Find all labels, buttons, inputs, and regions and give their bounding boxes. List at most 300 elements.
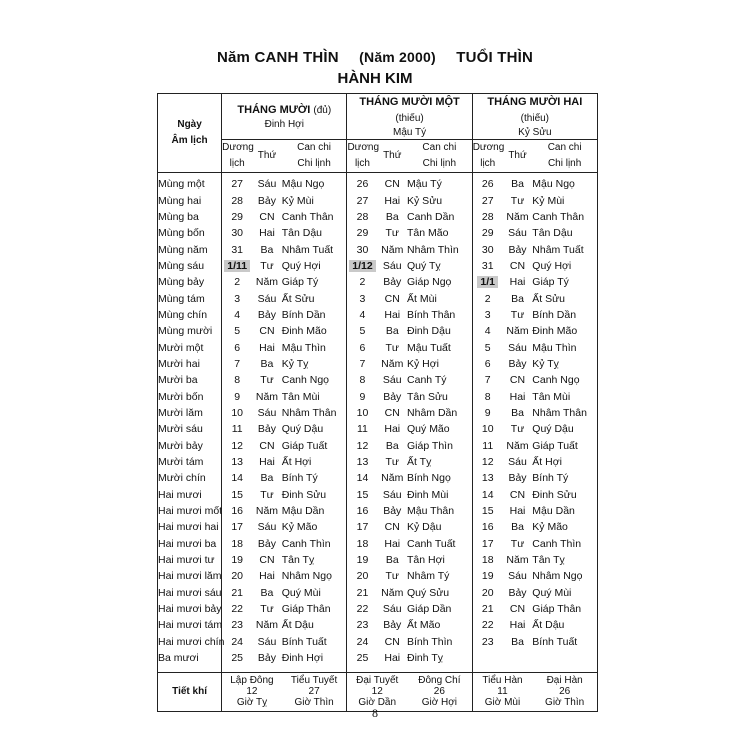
weekday-cell: CN bbox=[509, 374, 526, 387]
lunar-day-label: Hai mươi mốt bbox=[158, 503, 222, 519]
solar-date: 27 bbox=[481, 194, 494, 207]
can-chi-cell: Mậu Tý bbox=[407, 173, 472, 193]
can-chi-cell: Ất Mùi bbox=[407, 290, 472, 306]
solar-date-cell bbox=[222, 438, 253, 454]
solar-date: 30 bbox=[481, 243, 494, 256]
solar-date-cell bbox=[472, 290, 503, 306]
solar-date: 19 bbox=[231, 554, 244, 567]
table-row bbox=[158, 487, 598, 503]
can-chi-cell: Mậu Tuất bbox=[407, 339, 472, 355]
weekday-cell: Bảy bbox=[257, 194, 277, 207]
solar-date-cell bbox=[347, 388, 378, 404]
tiet-khi-name: Đông Chí bbox=[418, 675, 461, 687]
solar-date: 19 bbox=[356, 554, 369, 567]
month-header-11 bbox=[347, 94, 472, 140]
solar-date-cell bbox=[222, 519, 253, 535]
weekday-cell: Hai bbox=[384, 423, 401, 436]
weekday-cell: Sáu bbox=[508, 341, 527, 354]
page-title bbox=[0, 49, 750, 66]
can-chi-cell: Ất Hợi bbox=[532, 454, 597, 470]
weekday-cell: Bảy bbox=[383, 390, 402, 403]
weekday-cell: Bảy bbox=[383, 276, 402, 289]
can-chi-cell: Quý Mùi bbox=[282, 585, 347, 601]
month-header-row bbox=[158, 94, 598, 140]
weekday-cell: Bảy bbox=[508, 243, 527, 256]
solar-date-cell bbox=[347, 438, 378, 454]
solar-date: 12 bbox=[481, 456, 494, 469]
weekday-cell: Bảy bbox=[383, 505, 402, 518]
solar-date-cell bbox=[472, 487, 503, 503]
table-row bbox=[158, 503, 598, 519]
month-note: (thiếu) bbox=[520, 113, 550, 124]
weekday-cell: Ba bbox=[511, 292, 524, 305]
weekday-cell: Sáu bbox=[382, 259, 402, 272]
can-chi-cell: Nhâm Ngọ bbox=[532, 568, 597, 584]
weekday-cell: Năm bbox=[506, 325, 529, 338]
tiet-khi-day: 26 bbox=[559, 686, 571, 698]
solar-date: 20 bbox=[356, 570, 369, 583]
table-row bbox=[158, 290, 598, 306]
table-row bbox=[158, 585, 598, 601]
lunar-day-label: Hai mươi chín bbox=[158, 634, 222, 650]
table-row bbox=[158, 241, 598, 257]
solar-date-cell bbox=[222, 470, 253, 486]
can-chi-cell: Canh Thân bbox=[532, 209, 597, 225]
solar-date-cell bbox=[222, 617, 253, 633]
lunar-day-label: Hai mươi bảy bbox=[158, 601, 222, 617]
table-row bbox=[158, 307, 598, 323]
weekday-cell: Ba bbox=[260, 243, 274, 256]
solar-date: 7 bbox=[234, 357, 241, 370]
solar-date-cell bbox=[222, 258, 253, 274]
tiet-khi-day: 12 bbox=[246, 686, 258, 698]
tiet-khi-day: 26 bbox=[433, 686, 445, 698]
table-row bbox=[158, 356, 598, 372]
solar-date-cell bbox=[472, 470, 503, 486]
solar-date: 28 bbox=[481, 210, 494, 223]
solar-date-cell bbox=[222, 634, 253, 650]
solar-date-cell bbox=[347, 617, 378, 633]
weekday-cell: Ba bbox=[385, 210, 399, 223]
weekday-cell: CN bbox=[509, 603, 526, 616]
weekday-cell: Hai bbox=[384, 652, 401, 665]
can-chi-cell: Đinh Mão bbox=[532, 323, 597, 339]
solar-date-cell bbox=[222, 209, 253, 225]
weekday-cell: Hai bbox=[384, 537, 401, 550]
solar-date-cell bbox=[222, 487, 253, 503]
title-year-number: (Năm 2000) bbox=[359, 49, 436, 65]
duong-lich-header-line2: lịch bbox=[480, 158, 496, 169]
solar-date: 2 bbox=[234, 276, 241, 289]
weekday-cell: Tư bbox=[260, 374, 274, 387]
solar-date: 20 bbox=[481, 586, 494, 599]
solar-date-cell bbox=[347, 225, 378, 241]
tiet-khi-day: 12 bbox=[371, 686, 383, 698]
solar-date-cell bbox=[472, 241, 503, 257]
can-chi-cell: Quý Dậu bbox=[282, 421, 347, 437]
solar-date: 15 bbox=[231, 488, 244, 501]
page-subtitle: HÀNH KIM bbox=[337, 70, 413, 87]
lunar-day-label: Mười bốn bbox=[158, 388, 222, 404]
can-chi-cell: Nhâm Tý bbox=[407, 568, 472, 584]
can-chi-header-line1: Can chi bbox=[297, 142, 332, 153]
tiet-khi-hour: Giờ Thìn bbox=[294, 697, 334, 709]
weekday-cell: CN bbox=[259, 439, 275, 452]
lunar-day-label: Mười chín bbox=[158, 470, 222, 486]
solar-date: 8 bbox=[234, 374, 241, 387]
solar-date: 20 bbox=[231, 570, 244, 583]
can-chi-cell: Mậu Dần bbox=[532, 503, 597, 519]
title-zodiac: TUỔI THÌN bbox=[456, 49, 534, 66]
can-chi-cell: Bính Dần bbox=[532, 307, 597, 323]
solar-date: 14 bbox=[481, 488, 494, 501]
solar-date: 16 bbox=[481, 521, 494, 534]
solar-date-cell bbox=[472, 274, 503, 290]
lunar-day-label: Mùng chín bbox=[158, 307, 222, 323]
weekday-cell: Năm bbox=[381, 357, 404, 370]
can-chi-cell: Kỷ Tỵ bbox=[282, 356, 347, 372]
can-chi-cell: Ất Hợi bbox=[282, 454, 347, 470]
table-row bbox=[158, 552, 598, 568]
lunar-day-header-line2: Âm lịch bbox=[171, 135, 208, 146]
can-chi-cell: Kỷ Mùi bbox=[282, 192, 347, 208]
solar-date-cell bbox=[222, 290, 253, 306]
weekday-cell: Bảy bbox=[257, 308, 277, 321]
can-chi-header-line2: Chi lịnh bbox=[297, 158, 331, 169]
weekday-cell: Tư bbox=[510, 537, 525, 550]
solar-date: 30 bbox=[356, 243, 369, 256]
solar-date: 23 bbox=[356, 619, 369, 632]
solar-date: 26 bbox=[356, 178, 369, 191]
lunar-day-label: Ba mươi bbox=[158, 650, 222, 673]
can-chi-cell: Giáp Tuất bbox=[282, 438, 347, 454]
table-row bbox=[158, 454, 598, 470]
solar-date-cell bbox=[472, 405, 503, 421]
solar-date: 28 bbox=[231, 194, 244, 207]
can-chi-cell: Đinh Sửu bbox=[532, 487, 597, 503]
month-header-10 bbox=[222, 94, 347, 140]
can-chi-cell: Tân Tỵ bbox=[532, 552, 597, 568]
can-chi-cell: Tân Dậu bbox=[282, 225, 347, 241]
can-chi-cell: Kỷ Mão bbox=[282, 519, 347, 535]
weekday-cell: CN bbox=[384, 635, 400, 648]
solar-date-cell bbox=[347, 372, 378, 388]
weekday-cell: Sáu bbox=[508, 227, 527, 240]
solar-date-cell bbox=[347, 405, 378, 421]
solar-date: 8 bbox=[359, 374, 366, 387]
solar-date-cell bbox=[347, 519, 378, 535]
solar-date: 3 bbox=[234, 292, 241, 305]
can-chi-cell: Tân Hợi bbox=[407, 552, 472, 568]
can-chi-cell: Nhâm Dần bbox=[407, 405, 472, 421]
weekday-cell: Năm bbox=[506, 554, 529, 567]
can-chi-cell: Canh Tuất bbox=[407, 536, 472, 552]
solar-date: 16 bbox=[356, 505, 369, 518]
lunar-day-label: Mùng bảy bbox=[158, 274, 222, 290]
can-chi-cell: Ất Tỵ bbox=[407, 454, 472, 470]
tiet-khi-day: 11 bbox=[497, 686, 508, 698]
weekday-cell: CN bbox=[259, 554, 275, 567]
can-chi-cell: Kỷ Mão bbox=[532, 519, 597, 535]
solar-date: 30 bbox=[231, 227, 244, 240]
weekday-cell: Hai bbox=[509, 505, 526, 518]
weekday-cell: Năm bbox=[255, 276, 279, 289]
weekday-cell: Năm bbox=[255, 619, 279, 632]
can-chi-cell: Nhâm Thân bbox=[282, 405, 347, 421]
solar-date-cell bbox=[347, 421, 378, 437]
weekday-cell: Hai bbox=[509, 390, 526, 403]
can-chi-cell: Tân Tỵ bbox=[282, 552, 347, 568]
can-chi-cell: Giáp Ngọ bbox=[407, 274, 472, 290]
tiet-khi-hour: Giờ Mùi bbox=[484, 697, 521, 709]
solar-date: 5 bbox=[484, 341, 491, 354]
weekday-cell: Ba bbox=[385, 439, 399, 452]
table-row bbox=[158, 519, 598, 535]
title-year-name: Năm CANH THÌN bbox=[216, 49, 339, 66]
weekday-cell: Tư bbox=[510, 194, 525, 207]
can-chi-cell: Bính Tuất bbox=[282, 634, 347, 650]
lunar-day-label: Mười bảy bbox=[158, 438, 222, 454]
can-chi-cell: Tân Mão bbox=[407, 225, 472, 241]
can-chi-cell: Mậu Thìn bbox=[532, 339, 597, 355]
solar-date-cell bbox=[222, 601, 253, 617]
can-chi-cell: Canh Thìn bbox=[282, 536, 347, 552]
table-row bbox=[158, 323, 598, 339]
solar-date: 21 bbox=[231, 586, 244, 599]
solar-date-cell bbox=[222, 274, 253, 290]
solar-date: 13 bbox=[356, 456, 369, 469]
can-chi-cell: Giáp Tuất bbox=[532, 438, 597, 454]
solar-date-cell bbox=[347, 470, 378, 486]
solar-date: 24 bbox=[356, 635, 369, 648]
table-row bbox=[158, 634, 598, 650]
solar-date: 11 bbox=[482, 439, 494, 452]
lunar-day-label: Mười lăm bbox=[158, 405, 222, 421]
solar-date-cell bbox=[222, 405, 253, 421]
duong-lich-header bbox=[472, 140, 503, 173]
solar-date: 22 bbox=[356, 603, 369, 616]
solar-date-cell bbox=[347, 274, 378, 290]
solar-date-cell bbox=[347, 192, 378, 208]
solar-date-cell bbox=[347, 568, 378, 584]
can-chi-cell: Bính Tuất bbox=[532, 634, 597, 650]
solar-date-cell bbox=[472, 209, 503, 225]
duong-lich-header-line1: Dương bbox=[347, 142, 380, 153]
solar-date-cell bbox=[472, 339, 503, 355]
tiet-khi-name: Đại Tuyết bbox=[356, 675, 399, 687]
can-chi-cell: Quý Mão bbox=[407, 421, 472, 437]
weekday-cell: Tư bbox=[260, 259, 274, 272]
can-chi-cell: Quý Hợi bbox=[282, 258, 347, 274]
solar-date-cell bbox=[222, 421, 253, 437]
weekday-cell: Bảy bbox=[383, 619, 402, 632]
solar-date: 2 bbox=[484, 292, 491, 305]
can-chi-cell: Đinh Dậu bbox=[407, 323, 472, 339]
can-chi-cell: Giáp Thìn bbox=[407, 438, 472, 454]
duong-lich-header-line1: Dương bbox=[472, 142, 505, 153]
month-can-chi: Mậu Tý bbox=[392, 127, 427, 138]
can-chi-cell: Mậu Thân bbox=[407, 503, 472, 519]
solar-date: 9 bbox=[234, 390, 241, 403]
solar-date-cell bbox=[347, 173, 378, 193]
lunar-day-label: Mùng mười bbox=[158, 323, 222, 339]
solar-date-cell bbox=[222, 241, 253, 257]
solar-date: 4 bbox=[484, 325, 491, 338]
can-chi-cell: Tân Dậu bbox=[532, 225, 597, 241]
duong-lich-header-line2: lịch bbox=[229, 158, 245, 169]
weekday-header: Thứ bbox=[503, 140, 533, 173]
table-row bbox=[158, 225, 598, 241]
weekday-cell: Năm bbox=[255, 390, 279, 403]
weekday-cell: Năm bbox=[506, 210, 529, 223]
solar-date: 3 bbox=[359, 292, 366, 305]
month-can-chi: Đinh Hợi bbox=[264, 119, 304, 130]
solar-date: 1/11 bbox=[224, 260, 250, 272]
solar-date-cell bbox=[222, 454, 253, 470]
tiet-khi-label: Tiết khí bbox=[158, 673, 222, 712]
can-chi-cell: Canh Ngọ bbox=[532, 372, 597, 388]
solar-date-cell bbox=[347, 503, 378, 519]
can-chi-cell: Canh Thân bbox=[282, 209, 347, 225]
can-chi-cell: Quý Tỵ bbox=[407, 258, 472, 274]
weekday-cell: Sáu bbox=[257, 292, 277, 305]
lunar-day-label: Mùng sáu bbox=[158, 258, 222, 274]
weekday-cell: Ba bbox=[511, 521, 524, 534]
tiet-khi-name: Đại Hàn bbox=[546, 675, 583, 687]
weekday-cell: Sáu bbox=[508, 456, 527, 469]
solar-date-cell bbox=[222, 650, 253, 673]
solar-date-cell bbox=[347, 290, 378, 306]
can-chi-cell: Tân Mùi bbox=[532, 388, 597, 404]
solar-date-cell bbox=[472, 173, 503, 193]
can-chi-cell: Canh Dần bbox=[407, 209, 472, 225]
weekday-cell: Hai bbox=[509, 276, 526, 289]
month-can-chi: Kỷ Sửu bbox=[518, 127, 552, 138]
can-chi-cell: Bính Tý bbox=[532, 470, 597, 486]
can-chi-cell: Bính Tý bbox=[282, 470, 347, 486]
tiet-khi-name: Tiểu Hàn bbox=[482, 675, 523, 687]
solar-date: 22 bbox=[231, 603, 244, 616]
solar-date-cell bbox=[222, 585, 253, 601]
can-chi-cell: Giáp Tý bbox=[282, 274, 347, 290]
table-row bbox=[158, 339, 598, 355]
solar-date-cell bbox=[222, 323, 253, 339]
weekday-cell bbox=[503, 650, 533, 673]
weekday-cell: Tư bbox=[510, 308, 525, 321]
solar-date-cell bbox=[472, 323, 503, 339]
duong-lich-header-line1: Dương bbox=[222, 142, 254, 153]
solar-date-cell bbox=[347, 258, 378, 274]
solar-date: 10 bbox=[356, 406, 369, 419]
weekday-cell: Hai bbox=[259, 227, 275, 240]
can-chi-cell: Tân Sửu bbox=[407, 388, 472, 404]
solar-date: 12 bbox=[356, 439, 369, 452]
can-chi-cell: Quý Mùi bbox=[532, 585, 597, 601]
solar-date-cell bbox=[472, 552, 503, 568]
solar-date-cell bbox=[472, 634, 503, 650]
weekday-cell: CN bbox=[384, 178, 400, 191]
solar-date: 16 bbox=[231, 505, 244, 518]
solar-date-cell bbox=[472, 372, 503, 388]
solar-date: 31 bbox=[231, 243, 244, 256]
lunar-day-label: Hai mươi bbox=[158, 487, 222, 503]
weekday-cell: Năm bbox=[381, 586, 404, 599]
weekday-cell: Năm bbox=[381, 243, 404, 256]
solar-date: 18 bbox=[356, 537, 369, 550]
solar-date: 29 bbox=[356, 227, 369, 240]
solar-date-cell bbox=[347, 536, 378, 552]
solar-date-cell bbox=[222, 503, 253, 519]
solar-date: 27 bbox=[356, 194, 369, 207]
weekday-cell: Tư bbox=[260, 603, 274, 616]
weekday-cell: Bảy bbox=[257, 423, 277, 436]
solar-date-cell bbox=[347, 323, 378, 339]
weekday-cell: Ba bbox=[385, 325, 399, 338]
solar-date: 6 bbox=[234, 341, 241, 354]
solar-date-cell bbox=[472, 503, 503, 519]
can-chi-cell: Canh Ngọ bbox=[282, 372, 347, 388]
can-chi-cell: Giáp Thân bbox=[532, 601, 597, 617]
table-row bbox=[158, 601, 598, 617]
lunar-day-header-line1: Ngày bbox=[177, 119, 202, 130]
solar-date: 25 bbox=[356, 652, 369, 665]
solar-date-cell bbox=[347, 634, 378, 650]
month-note: (thiếu) bbox=[395, 113, 424, 124]
solar-date-cell bbox=[472, 258, 503, 274]
solar-date-cell bbox=[472, 388, 503, 404]
weekday-cell: Tư bbox=[385, 456, 399, 469]
weekday-cell: Hai bbox=[259, 570, 275, 583]
solar-date: 10 bbox=[231, 406, 244, 419]
can-chi-cell: Đinh Hợi bbox=[282, 650, 347, 673]
solar-date: 5 bbox=[234, 325, 241, 338]
weekday-cell: Năm bbox=[506, 439, 529, 452]
can-chi-cell: Tân Mùi bbox=[282, 388, 347, 404]
solar-date: 27 bbox=[231, 178, 244, 191]
duong-lich-header bbox=[222, 140, 253, 173]
solar-date: 10 bbox=[481, 423, 494, 436]
lunar-day-label: Hai mươi sáu bbox=[158, 585, 222, 601]
solar-date: 29 bbox=[231, 210, 244, 223]
solar-date-cell bbox=[347, 601, 378, 617]
weekday-cell: Sáu bbox=[382, 603, 402, 616]
solar-date-cell bbox=[222, 372, 253, 388]
solar-date-cell bbox=[347, 209, 378, 225]
solar-date: 3 bbox=[484, 308, 491, 321]
can-chi-cell: Bính Dần bbox=[282, 307, 347, 323]
can-chi-cell: Ất Dậu bbox=[282, 617, 347, 633]
can-chi-cell: Canh Thìn bbox=[532, 536, 597, 552]
can-chi-cell: Mậu Ngọ bbox=[532, 173, 597, 193]
weekday-cell: Bảy bbox=[257, 652, 277, 665]
solar-date-cell bbox=[347, 650, 378, 673]
tiet-khi-name: Tiểu Tuyết bbox=[290, 675, 338, 687]
lunar-day-label: Mùng năm bbox=[158, 241, 222, 257]
tiet-khi-day: 27 bbox=[308, 686, 320, 698]
weekday-cell: Sáu bbox=[382, 374, 402, 387]
lunar-day-label: Mùng bốn bbox=[158, 225, 222, 241]
solar-date: 17 bbox=[231, 521, 244, 534]
solar-date: 1/1 bbox=[477, 276, 498, 288]
solar-date-cell bbox=[347, 356, 378, 372]
solar-date-cell bbox=[472, 421, 503, 437]
solar-date: 15 bbox=[481, 505, 494, 518]
solar-date-cell bbox=[347, 585, 378, 601]
table-row bbox=[158, 617, 598, 633]
weekday-cell: Hai bbox=[509, 619, 526, 632]
lunar-calendar-table bbox=[157, 93, 598, 712]
table-row bbox=[158, 209, 598, 225]
